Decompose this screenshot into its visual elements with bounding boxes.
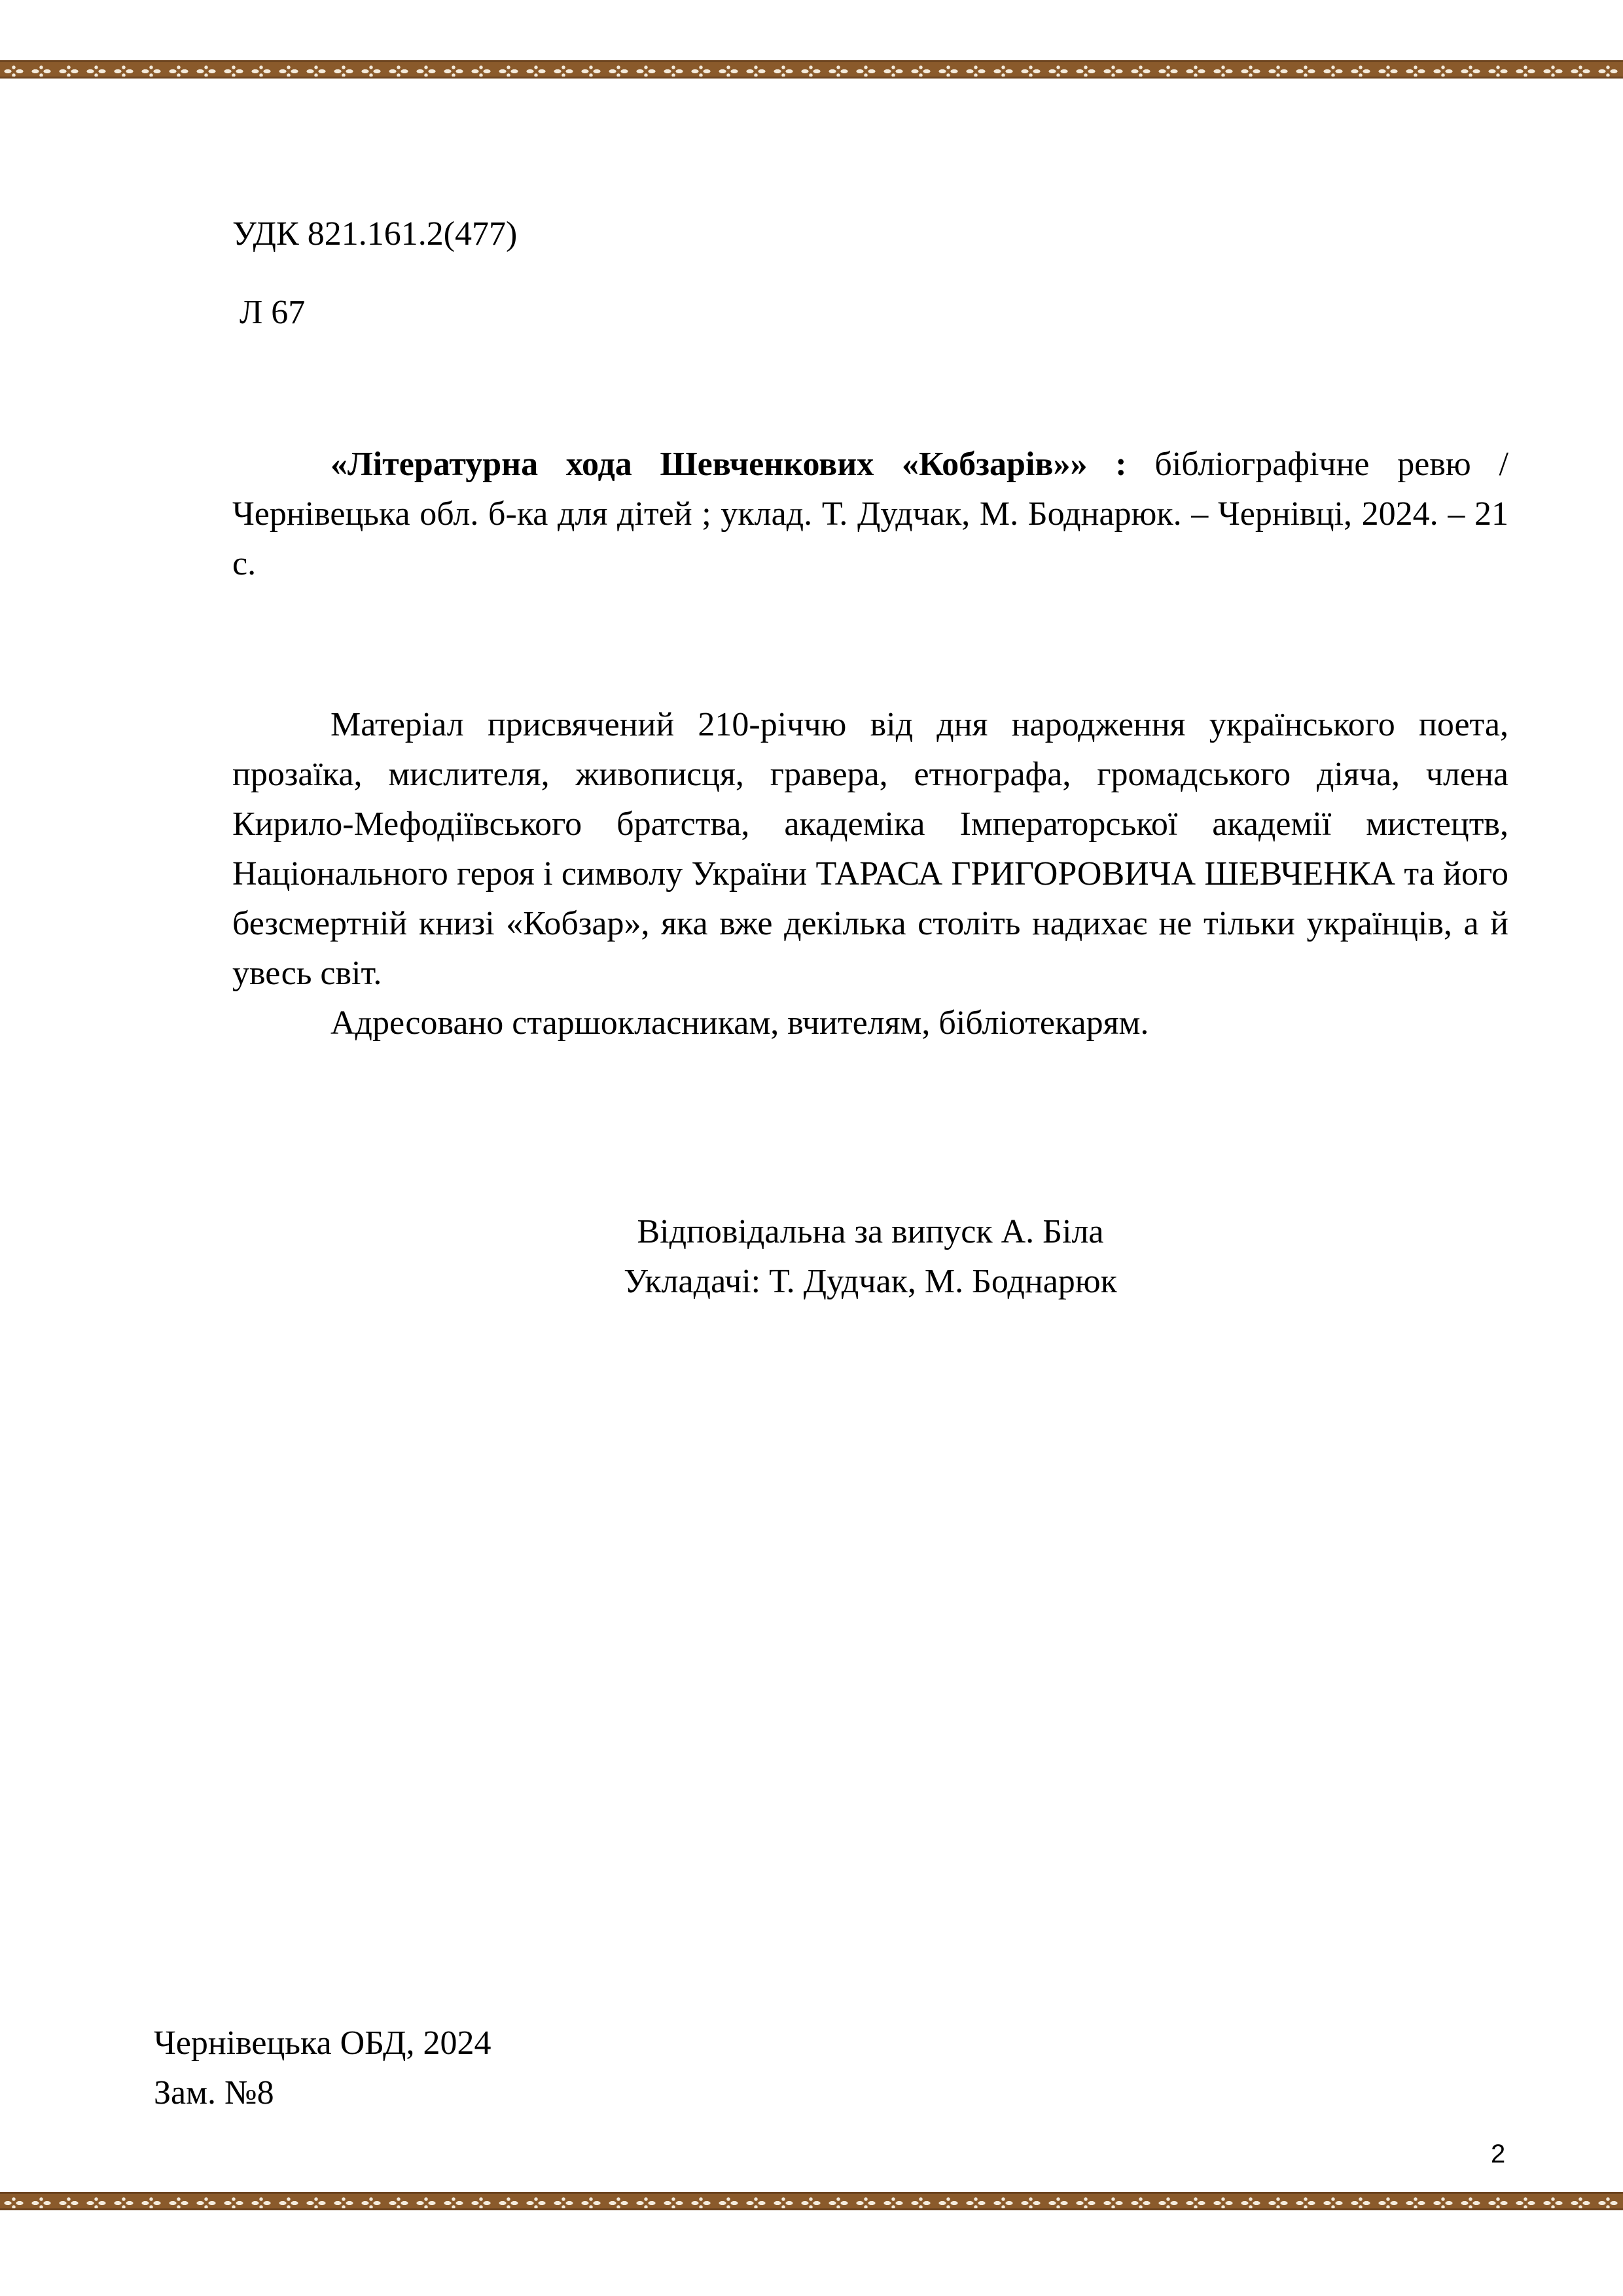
udk-code: УДК 821.161.2(477) xyxy=(232,215,518,253)
order-number: Зам. №8 xyxy=(154,2074,274,2111)
audience-note: Адресовано старшокласникам, вчителям, бібліотекарям. xyxy=(330,1004,1149,1042)
publisher-line: Чернівецька ОБД, 2024 xyxy=(154,2024,491,2062)
imprint-footer xyxy=(154,2019,491,2118)
bibliographic-record xyxy=(232,440,1508,589)
classification-code: Л 67 xyxy=(240,294,306,331)
ornamental-border-bottom xyxy=(0,2192,1623,2210)
compilers: Укладачі: Т. Дудчак, М. Боднарюк xyxy=(624,1263,1117,1300)
annotation-paragraph: Матеріал присвячений 210-річчю від дня народження українського поета, прозаїка, мислителя, живописця, гравера, етнографа, громадського діяча, члена Кирило-Мефодіївського братства, академіка Імператорської академії мистецтв, Національного героя і символу України ТАРАСА ГРИГОРОВИЧА ШЕВЧЕНКА та його безсмертній книзі «Кобзар», яка вже декілька століть надихає не тільки українців, а й увесь світ. xyxy=(232,706,1508,992)
page-number: 2 xyxy=(1491,2140,1506,2168)
responsible-editor: Відповідальна за випуск А. Біла xyxy=(637,1213,1104,1250)
bibliographic-details: бібліографічне ревю / Чернівецька обл. б-ка для дітей ; уклад. Т. Дудчак, М. Боднарюк. – Чернівці, 2024. – 21 с. xyxy=(232,446,1508,582)
bibliographic-title: «Літературна хода Шевченкових «Кобзарів»» : xyxy=(330,446,1127,483)
credits xyxy=(0,1207,1623,1307)
annotation xyxy=(232,700,1508,1048)
ornamental-border-top xyxy=(0,60,1623,79)
